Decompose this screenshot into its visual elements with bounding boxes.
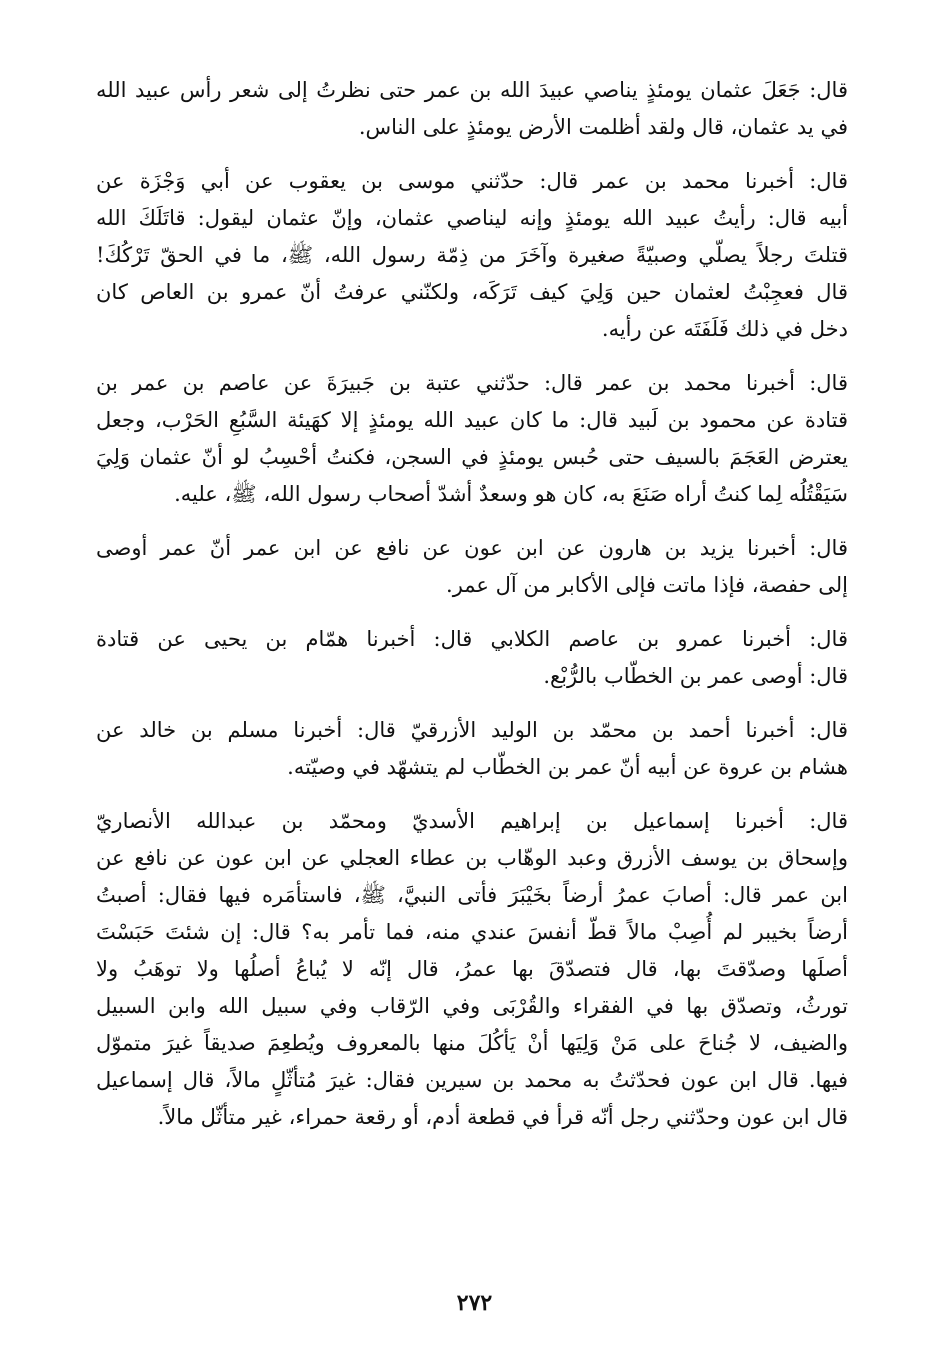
paragraph-7 (96, 803, 848, 1136)
text-line: وإسحاق بن يوسف الأزرق وعبد الوهّاب بن عطاء العجلي عن ابن عون عن نافع عن (96, 846, 848, 870)
paragraph-2 (96, 163, 848, 348)
paragraph-6 (96, 712, 848, 786)
text-line: أصلَها وصدّقتَ بها، قال فتصدّقَ بها عمرُ، قال إنّه لا يُباعُ أصلُها ولا توهَبُ ولا (96, 957, 848, 981)
text-line: قال: أخبرنا عمرو بن عاصم الكلابي قال: أخبرنا همّام بن يحيى عن قتادة (96, 627, 848, 651)
text-line: هشام بن عروة عن أبيه أنّ عمر بن الخطّاب لم يتشهّد في وصيّته. (287, 755, 848, 779)
paragraph-1 (96, 72, 848, 146)
paragraph-3 (96, 365, 848, 513)
paragraph-5 (96, 621, 848, 695)
text-line: تورثُ، وتصدّق بها في الفقراء والقُرْبَى وفي الرّقاب وفي سبيل الله وابن السبيل (96, 994, 848, 1018)
page-number: ٢٧٢ (456, 1290, 493, 1316)
text-line: فيها. قال ابن عون فحدّثتُ به محمد بن سيرين فقال: غيرَ مُتأثّلٍ مالاً، قال إسماعيل (96, 1068, 848, 1092)
text-line: قال: أخبرنا محمد بن عمر قال: حدّثني عتبة بن جَبيرَةَ عن عاصم بن عمر بن (96, 371, 848, 395)
text-line: دخل في ذلك فَلَفَتَه عن رأيه. (601, 317, 848, 341)
page-body (96, 72, 848, 1136)
text-line: والضيف، لا جُناحَ على مَنْ وَلِيَها أنْ يَأكُلَ منها بالمعروف ويُطعِمَ صديقاً غيرَ متموّل (96, 1031, 848, 1055)
text-line: قال: أخبرنا محمد بن عمر قال: حدّثني موسى بن يعقوب عن أبي وَجْزَة عن (96, 169, 848, 193)
text-line: قال: جَعَلَ عثمان يومئذٍ يناصي عبيدَ الله بن عمر حتى نظرتُ إلى شعر رأس عبيد الله (96, 78, 848, 102)
text-line: قتلتَ رجلاً يصلّي وصبيّةً صغيرة وآخَرَ من ذِمّة رسول الله، ﷺ، ما في الحقّ تَرْكُكَ! (96, 243, 848, 267)
text-line: إلى حفصة، فإذا ماتت فإلى الأكابر من آل عمر. (446, 573, 848, 597)
text-line: أرضاً بخيبر لم أُصِبْ مالاً قطّ أنفسَ عندي منه، فما تأمر به؟ قال: إن شئتَ حَبَسْتَ (96, 920, 848, 944)
text-line: قال: أخبرنا إسماعيل بن إبراهيم الأسديّ ومحمّد بن عبدالله الأنصاريّ (96, 809, 848, 833)
text-line: ابن عمر قال: أصابَ عمرُ أرضاً بخَيْبَرَ فأتى النبيَّ، ﷺ، فاستأمَره فيها فقال: أصبتُ (96, 883, 848, 907)
text-line: في يد عثمان، قال ولقد أظلمت الأرض يومئذٍ على الناس. (358, 115, 848, 139)
text-line: قال: أخبرنا أحمد بن محمّد بن الوليد الأزرقيّ قال: أخبرنا مسلم بن خالد عن (96, 718, 848, 742)
text-line: قال: أوصى عمر بن الخطّاب بالرُّبْع. (543, 664, 848, 688)
text-line: قتادة عن محمود بن لَبيد قال: ما كان عبيد الله يومئذٍ إلا كهَيئة السَّبُعِ الحَرْب، وجعل (96, 408, 848, 432)
text-line: قال: أخبرنا يزيد بن هارون عن ابن عون عن نافع عن ابن عمر أنّ عمر أوصى (96, 536, 848, 560)
text-line: قال ابن عون وحدّثني رجل أنّه قرأ في قطعة أدم، أو رقعة حمراء، غير متأثّل مالاً. (157, 1105, 848, 1129)
text-line: قال فعجِبْتُ لعثمان حين وَلِيَ كيف تَرَكَه، ولكنّني عرفتُ أنّ عمرو بن العاص كان (96, 280, 848, 304)
text-line: أبيه قال: رأيتُ عبيد الله يومئذٍ وإنه ليناصي عثمان، وإنّ عثمان ليقول: قاتَلَكَ الله (96, 206, 848, 230)
text-line: يعترض العَجَمَ بالسيف حتى حُبس يومئذٍ في السجن، فكنتُ أحْسِبُ لو أنّ عثمان وَلِيَ (96, 445, 848, 469)
paragraph-4 (96, 530, 848, 604)
text-line: سَيَقْتُلُه لِما كنتُ أراه صَنَعَ به، كان هو وسعدٌ أشدّ أصحاب رسول الله، ﷺ، عليه. (174, 482, 848, 506)
